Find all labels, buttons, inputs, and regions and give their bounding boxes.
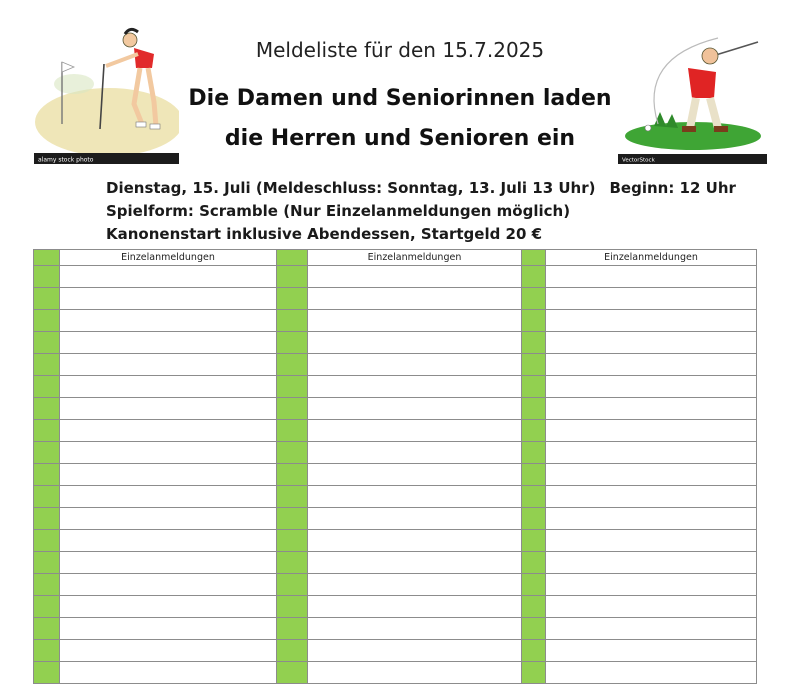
marker-cell [277, 464, 308, 486]
marker-cell [34, 266, 60, 288]
marker-cell [277, 574, 308, 596]
marker-cell [34, 354, 60, 376]
signup-cell[interactable] [60, 398, 277, 420]
signup-cell[interactable] [308, 354, 522, 376]
signup-cell[interactable] [308, 596, 522, 618]
signup-cell[interactable] [546, 640, 757, 662]
info-start-fee: Kanonenstart inklusive Abendessen, Startgeld 20 € [106, 225, 543, 243]
signup-cell[interactable] [308, 552, 522, 574]
signup-cell[interactable] [546, 530, 757, 552]
marker-cell [522, 464, 546, 486]
female-golfer-image [34, 24, 179, 164]
marker-cell [277, 530, 308, 552]
marker-cell [522, 552, 546, 574]
signup-cell[interactable] [60, 266, 277, 288]
marker-cell [522, 354, 546, 376]
signup-cell[interactable] [308, 640, 522, 662]
marker-cell [522, 596, 546, 618]
signup-cell[interactable] [60, 552, 277, 574]
table-row [34, 596, 757, 618]
signup-cell[interactable] [308, 398, 522, 420]
table-row [34, 332, 757, 354]
signup-cell[interactable] [308, 420, 522, 442]
signup-cell[interactable] [60, 332, 277, 354]
signup-cell[interactable] [546, 376, 757, 398]
signup-cell[interactable] [60, 288, 277, 310]
marker-cell [34, 596, 60, 618]
marker-cell [34, 552, 60, 574]
signup-cell[interactable] [60, 420, 277, 442]
marker-cell [522, 486, 546, 508]
marker-cell [522, 618, 546, 640]
signup-cell[interactable] [60, 486, 277, 508]
marker-cell [277, 376, 308, 398]
marker-cell [277, 332, 308, 354]
signup-cell[interactable] [546, 420, 757, 442]
marker-cell [34, 464, 60, 486]
marker-cell [277, 442, 308, 464]
marker-cell [277, 596, 308, 618]
marker-cell [522, 420, 546, 442]
table-row [34, 464, 757, 486]
table-row [34, 266, 757, 288]
table-row [34, 376, 757, 398]
table-row [34, 420, 757, 442]
table-row [34, 618, 757, 640]
marker-cell [277, 420, 308, 442]
marker-cell [34, 376, 60, 398]
marker-cell [34, 310, 60, 332]
signup-cell[interactable] [60, 354, 277, 376]
alamy-watermark: alamy stock photo [38, 156, 94, 164]
marker-cell [34, 288, 60, 310]
marker-cell [522, 508, 546, 530]
info-game-format: Spielform: Scramble (Nur Einzelanmeldungen möglich) [106, 202, 571, 220]
signup-cell[interactable] [308, 464, 522, 486]
start-time-text: Beginn: 12 Uhr [609, 179, 736, 197]
signup-cell[interactable] [546, 354, 757, 376]
marker-cell [277, 552, 308, 574]
title-line-2: die Herren und Senioren ein [224, 126, 576, 151]
marker-cell [34, 442, 60, 464]
marker-cell [34, 398, 60, 420]
signup-cell[interactable] [546, 332, 757, 354]
marker-cell [34, 618, 60, 640]
signup-cell[interactable] [546, 398, 757, 420]
marker-cell [522, 530, 546, 552]
marker-cell [277, 354, 308, 376]
info-date-line [106, 179, 736, 197]
marker-cell [277, 288, 308, 310]
signup-cell[interactable] [308, 574, 522, 596]
signup-cell[interactable] [308, 288, 522, 310]
table-row [34, 442, 757, 464]
title-line-1: Die Damen und Seniorinnen laden [188, 86, 612, 111]
signup-cell[interactable] [308, 618, 522, 640]
marker-cell [522, 310, 546, 332]
column-header: Einzelanmeldungen [546, 250, 757, 266]
signup-cell[interactable] [308, 442, 522, 464]
signup-cell[interactable] [546, 618, 757, 640]
signup-cell[interactable] [546, 596, 757, 618]
signup-cell[interactable] [60, 640, 277, 662]
table-header-row [34, 250, 757, 266]
date-deadline-text: Dienstag, 15. Juli (Meldeschluss: Sonntag, 13. Juli 13 Uhr) [106, 179, 596, 197]
male-golfer-image [618, 28, 767, 164]
marker-cell [277, 310, 308, 332]
signup-cell[interactable] [546, 442, 757, 464]
marker-cell [277, 266, 308, 288]
signup-cell[interactable] [308, 310, 522, 332]
table-row [34, 310, 757, 332]
marker-cell [277, 398, 308, 420]
signup-cell[interactable] [308, 376, 522, 398]
signup-cell[interactable] [546, 464, 757, 486]
marker-cell [522, 442, 546, 464]
vectorstock-watermark: VectorStock [622, 157, 655, 164]
table-row [34, 354, 757, 376]
signup-cell[interactable] [546, 552, 757, 574]
marker-cell [34, 640, 60, 662]
signup-cell[interactable] [60, 464, 277, 486]
marker-header-cell [522, 250, 546, 266]
marker-cell [522, 266, 546, 288]
signup-cell[interactable] [546, 266, 757, 288]
table-row [34, 288, 757, 310]
marker-cell [34, 332, 60, 354]
table-row [34, 398, 757, 420]
signup-cell[interactable] [60, 596, 277, 618]
marker-cell [277, 640, 308, 662]
signup-cell[interactable] [546, 288, 757, 310]
signup-cell[interactable] [546, 486, 757, 508]
signup-cell[interactable] [60, 442, 277, 464]
table-row [34, 486, 757, 508]
marker-cell [522, 398, 546, 420]
signup-cell[interactable] [60, 376, 277, 398]
signup-cell[interactable] [60, 530, 277, 552]
table-row [34, 508, 757, 530]
marker-cell [34, 420, 60, 442]
marker-cell [522, 640, 546, 662]
marker-cell [522, 288, 546, 310]
table-row [34, 552, 757, 574]
marker-cell [34, 530, 60, 552]
marker-cell [522, 332, 546, 354]
signup-cell[interactable] [60, 574, 277, 596]
marker-cell [34, 486, 60, 508]
signup-cell[interactable] [60, 618, 277, 640]
marker-cell [277, 486, 308, 508]
marker-cell [277, 508, 308, 530]
column-header: Einzelanmeldungen [60, 250, 277, 266]
marker-cell [277, 618, 308, 640]
column-header: Einzelanmeldungen [308, 250, 522, 266]
marker-cell [522, 376, 546, 398]
signup-cell[interactable] [308, 266, 522, 288]
signup-cell[interactable] [60, 508, 277, 530]
signup-cell[interactable] [60, 310, 277, 332]
signup-table [33, 249, 757, 684]
signup-cell[interactable] [308, 508, 522, 530]
marker-header-cell [277, 250, 308, 266]
table-row [34, 530, 757, 552]
subtitle-date: Meldeliste für den 15.7.2025 [255, 38, 545, 62]
marker-cell [34, 508, 60, 530]
marker-cell [34, 574, 60, 596]
signup-cell[interactable] [546, 508, 757, 530]
marker-cell [522, 574, 546, 596]
signup-cell[interactable] [308, 332, 522, 354]
table-row [34, 574, 757, 596]
signup-cell[interactable] [308, 530, 522, 552]
signup-cell[interactable] [308, 486, 522, 508]
signup-cell[interactable] [546, 574, 757, 596]
marker-header-cell [34, 250, 60, 266]
signup-cell[interactable] [546, 310, 757, 332]
table-row [34, 640, 757, 662]
